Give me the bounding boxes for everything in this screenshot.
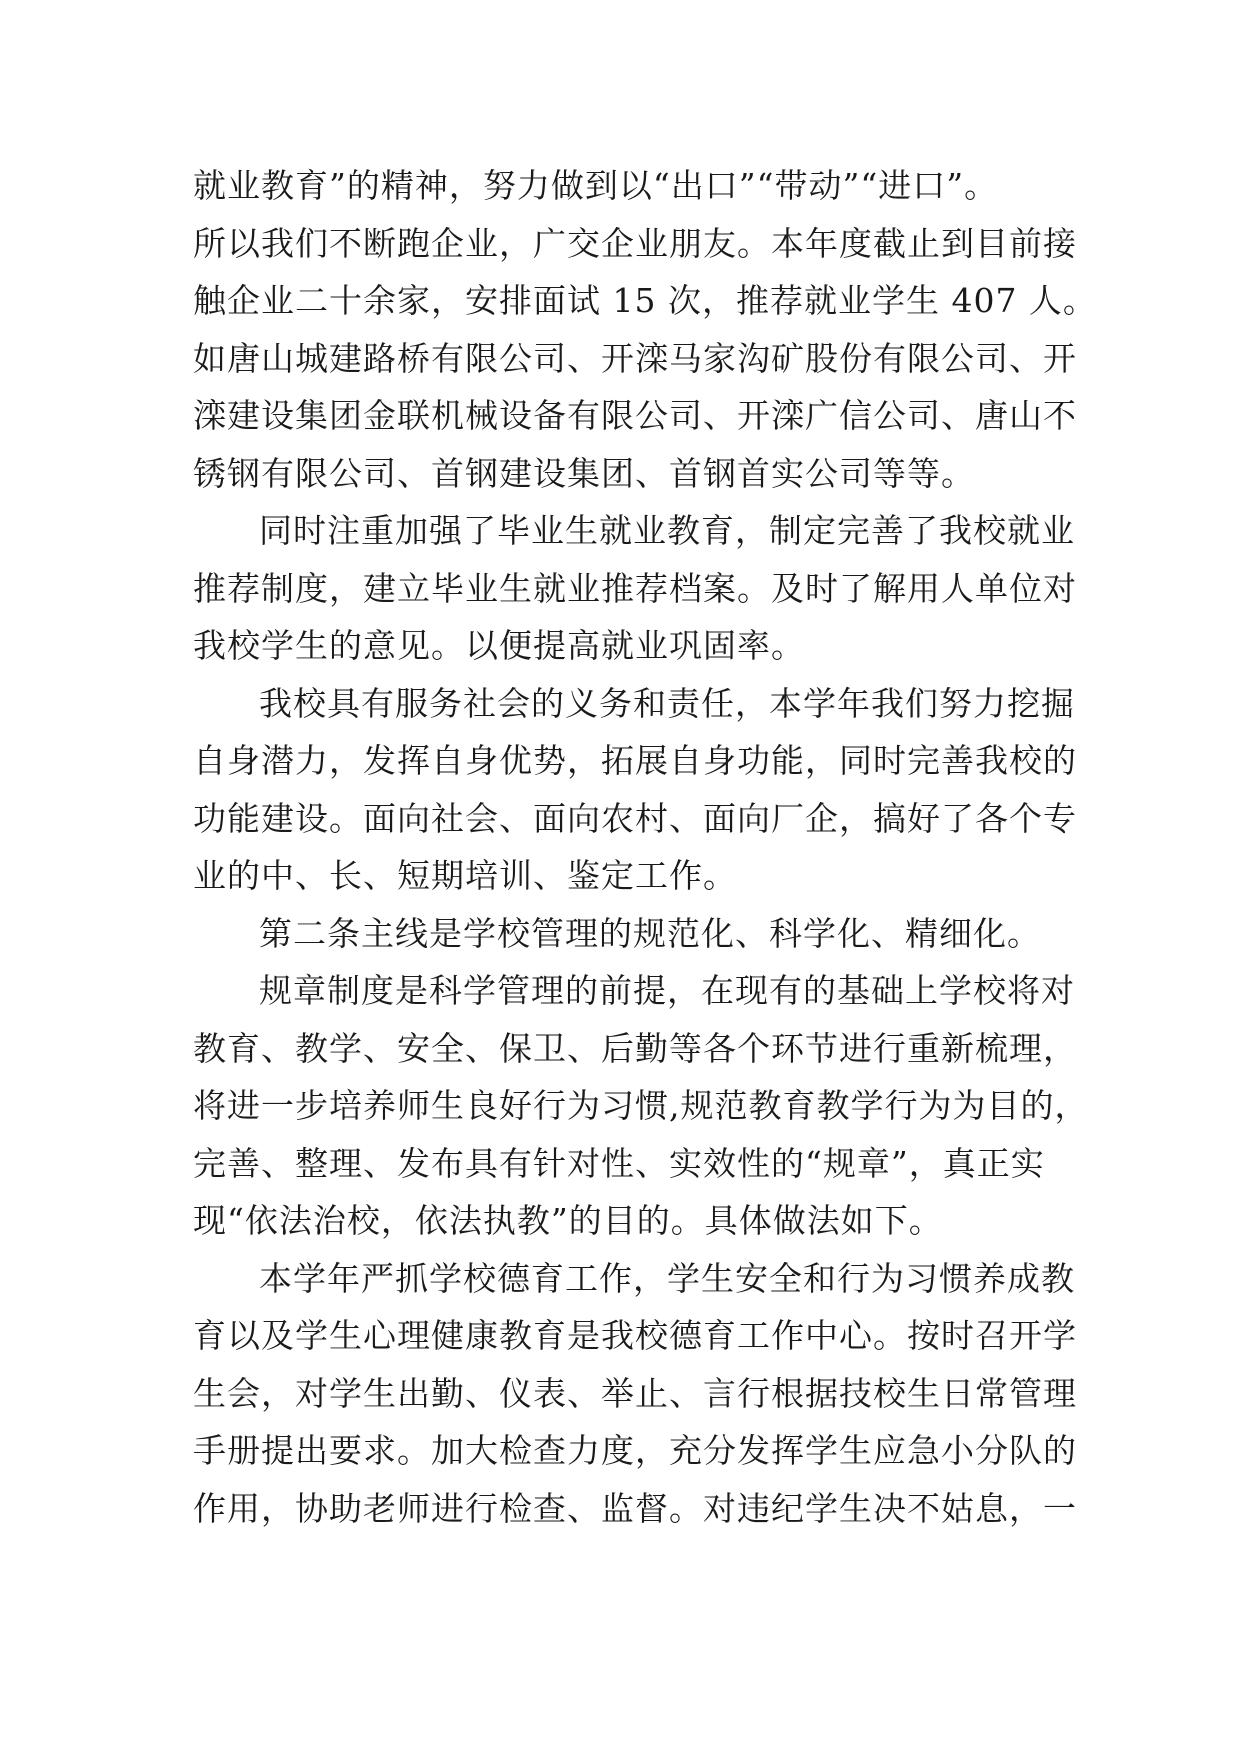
text-line: 将进一步培养师生良好行为习惯,规范教育教学行为为目的， (193, 1086, 1089, 1125)
text-line: 自身潜力，发挥自身优势，拓展自身功能，同时完善我校的 (193, 741, 1077, 780)
paragraph-first-line: 同时注重加强了毕业生就业教育，制定完善了我校就业 (259, 511, 1075, 550)
paragraph-first-line: 规章制度是科学管理的前提，在现有的基础上学校将对 (259, 971, 1075, 1010)
document-body (193, 157, 1097, 1537)
text-line: 作用，协助老师进行检查、监督。对违纪学生决不姑息，一 (193, 1488, 1077, 1528)
text-line: 就业教育”的精神，努力做到以“出口”“带动”“进口”。 (193, 166, 999, 205)
text-line: 所以我们不断跑企业，广交企业朋友。本年度截止到目前接 (193, 223, 1077, 263)
text-line: 推荐制度，建立毕业生就业推荐档案。及时了解用人单位对 (193, 568, 1077, 608)
text-line: 现“依法治校，依法执教”的目的。具体做法如下。 (193, 1201, 943, 1240)
text-line: 我校学生的意见。以便提高就业巩固率。 (193, 626, 805, 665)
text-line: 生会，对学生出勤、仪表、举止、言行根据技校生日常管理 (193, 1373, 1077, 1413)
text-line: 触企业二十余家，安排面试 15 次，推荐就业学生 407 人。 (193, 281, 1097, 320)
paragraph-first-line: 第二条主线是学校管理的规范化、科学化、精细化。 (259, 913, 1041, 953)
paragraph-first-line: 本学年严抓学校德育工作，学生安全和行为习惯养成教 (259, 1258, 1075, 1298)
text-line: 锈钢有限公司、首钢建设集团、首钢首实公司等等。 (193, 453, 975, 493)
text-line: 功能建设。面向社会、面向农村、面向厂企，搞好了各个专 (193, 798, 1077, 838)
text-line: 完善、整理、发布具有针对性、实效性的“规章”，真正实 (193, 1143, 1045, 1183)
text-line: 业的中、长、短期培训、鉴定工作。 (193, 856, 737, 895)
text-line: 手册提出要求。加大检查力度，充分发挥学生应急小分队的 (193, 1431, 1077, 1470)
text-line: 育以及学生心理健康教育是我校德育工作中心。按时召开学 (193, 1316, 1077, 1355)
text-line: 滦建设集团金联机械设备有限公司、开滦广信公司、唐山不 (193, 396, 1077, 435)
text-line: 教育、教学、安全、保卫、后勤等各个环节进行重新梳理， (193, 1028, 1077, 1068)
paragraph-first-line: 我校具有服务社会的义务和责任，本学年我们努力挖掘 (259, 683, 1075, 723)
text-line: 如唐山城建路桥有限公司、开滦马家沟矿股份有限公司、开 (193, 338, 1077, 378)
